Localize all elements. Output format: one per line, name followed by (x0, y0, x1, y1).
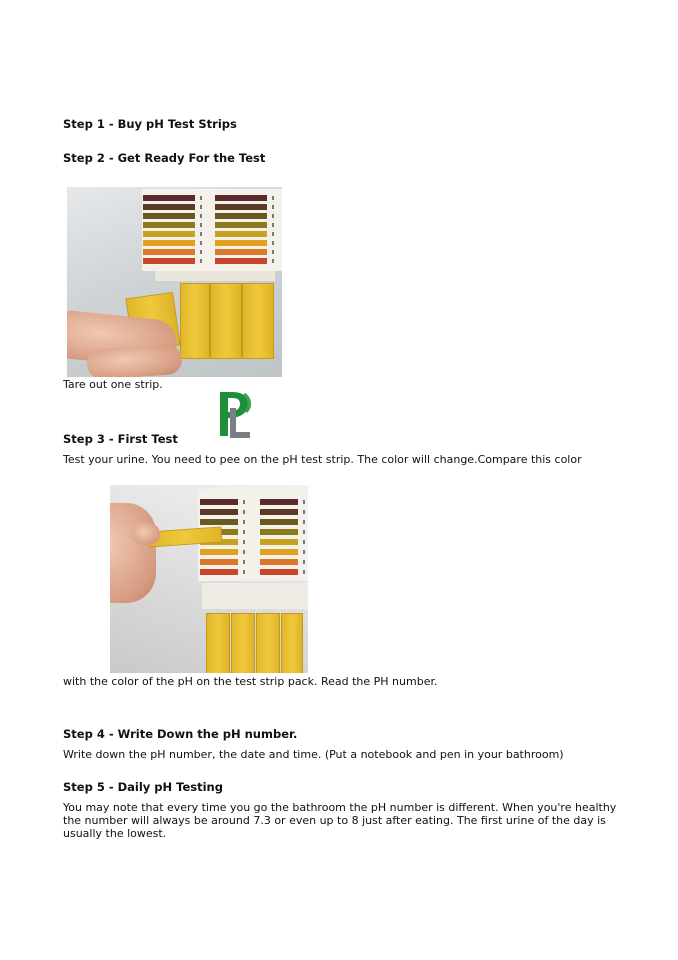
color-swatch (215, 240, 267, 246)
ph-strip-in-hand-photo (110, 485, 308, 673)
step3-text-before: Test your urine. You need to pee on the pH test strip. The color will change.Compare this color (63, 453, 582, 466)
swatch-tick (243, 560, 245, 564)
color-swatch (215, 258, 267, 264)
swatch-tick (303, 540, 305, 544)
color-swatch (260, 569, 298, 575)
color-swatch (260, 519, 298, 525)
swatch-tick (200, 214, 202, 218)
swatch-tick (243, 520, 245, 524)
step2-heading: Step 2 - Get Ready For the Test (63, 151, 266, 165)
test-strip (242, 283, 274, 359)
swatch-tick (303, 550, 305, 554)
swatch-tick (272, 205, 274, 209)
color-swatch (215, 231, 267, 237)
hand (110, 503, 156, 603)
test-strip (281, 613, 303, 673)
color-swatch (260, 559, 298, 565)
ph-strips-pack-photo (67, 187, 282, 377)
color-swatch (143, 204, 195, 210)
swatch-tick (303, 560, 305, 564)
swatch-tick (272, 250, 274, 254)
color-swatch (143, 222, 195, 228)
test-strip (210, 283, 242, 359)
swatch-tick (272, 196, 274, 200)
color-swatch (143, 258, 195, 264)
swatch-tick (200, 241, 202, 245)
swatch-tick (303, 530, 305, 534)
swatch-tick (303, 500, 305, 504)
step1-heading: Step 1 - Buy pH Test Strips (63, 117, 237, 131)
color-swatch (200, 549, 238, 555)
swatch-tick (303, 510, 305, 514)
color-swatch (260, 549, 298, 555)
thumb (132, 523, 160, 545)
color-swatch (143, 240, 195, 246)
swatch-tick (272, 223, 274, 227)
test-strip (180, 283, 210, 359)
color-swatch (215, 249, 267, 255)
swatch-tick (200, 250, 202, 254)
color-swatch (200, 569, 238, 575)
step2-caption: Tare out one strip. (63, 378, 163, 391)
swatch-tick (243, 540, 245, 544)
swatch-tick (243, 550, 245, 554)
swatch-tick (272, 232, 274, 236)
swatch-tick (272, 214, 274, 218)
swatch-tick (200, 205, 202, 209)
color-swatch (200, 559, 238, 565)
step3-heading: Step 3 - First Test (63, 432, 178, 446)
swatch-tick (200, 196, 202, 200)
color-swatch (260, 529, 298, 535)
strip-pack-card (202, 583, 308, 609)
strip-pack-card (155, 271, 275, 281)
color-swatch (143, 231, 195, 237)
step5-text: You may note that every time you go the bathroom the pH number is different. When you're healthy the number will always be around 7.3 or even up to 8 just after eating. The first urine of the day is usually the lowest. (63, 801, 617, 840)
test-strip (256, 613, 280, 673)
swatch-tick (272, 241, 274, 245)
step5-heading: Step 5 - Daily pH Testing (63, 780, 223, 794)
thumb (86, 344, 183, 377)
color-swatch (260, 539, 298, 545)
swatch-tick (243, 570, 245, 574)
color-swatch (200, 509, 238, 515)
swatch-tick (243, 530, 245, 534)
swatch-tick (303, 520, 305, 524)
color-swatch (215, 222, 267, 228)
swatch-tick (243, 510, 245, 514)
test-strip (206, 613, 230, 673)
color-swatch (200, 499, 238, 505)
color-swatch (143, 213, 195, 219)
swatch-tick (200, 259, 202, 263)
swatch-tick (303, 570, 305, 574)
step4-text: Write down the pH number, the date and time. (Put a notebook and pen in your bathroom) (63, 748, 564, 761)
color-swatch (200, 519, 238, 525)
color-swatch (215, 213, 267, 219)
step3-text-after: with the color of the pH on the test strip pack. Read the PH number. (63, 675, 438, 688)
swatch-tick (200, 232, 202, 236)
step4-heading: Step 4 - Write Down the pH number. (63, 727, 298, 741)
swatch-tick (243, 500, 245, 504)
color-swatch (215, 195, 267, 201)
pl-logo-icon (214, 388, 254, 440)
swatch-tick (200, 223, 202, 227)
color-swatch (260, 509, 298, 515)
swatch-tick (272, 259, 274, 263)
color-swatch (143, 249, 195, 255)
test-strip (231, 613, 255, 673)
color-swatch (260, 499, 298, 505)
color-swatch (143, 195, 195, 201)
color-swatch (215, 204, 267, 210)
